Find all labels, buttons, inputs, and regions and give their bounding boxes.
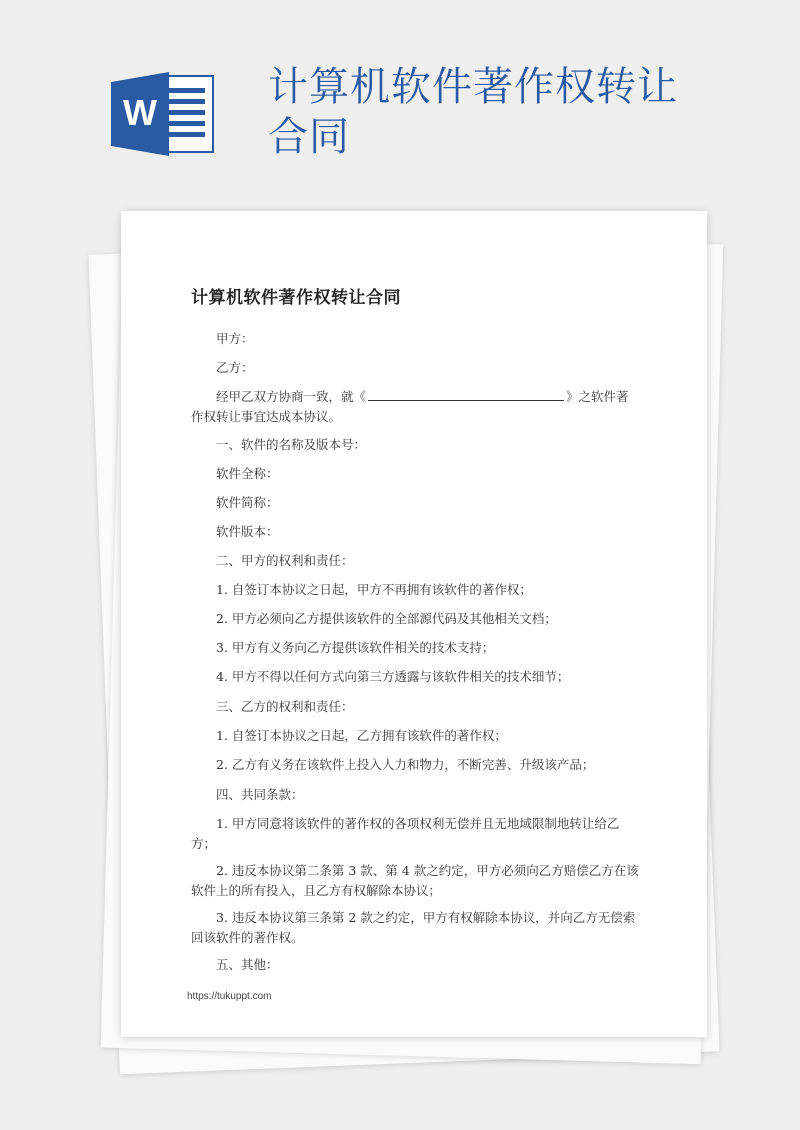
party-b-label: 乙方：: [216, 360, 254, 375]
page-header: [0, 0, 800, 200]
list-item: 2. 违反本协议第二条第 3 款、第 4 款之约定，甲方必须向乙方赔偿乙方在该软件上的所有投入，且乙方有权解除本协议；: [191, 863, 639, 898]
section-heading: 四、共同条款：: [216, 787, 304, 802]
page-title: 计算机软件著作权转让合同: [268, 64, 678, 160]
list-item: 1. 自签订本协议之日起，甲方不再拥有该软件的著作权；: [216, 582, 532, 597]
document-page: [121, 211, 707, 1037]
intro-text-end: 》之软件著作权转让事宜达成本协议。: [191, 389, 629, 424]
software-name-blank: [368, 388, 564, 401]
field-label: 软件版本：: [216, 524, 279, 539]
section-heading: 五、其他：: [216, 957, 279, 972]
footer-url[interactable]: https://tukuppt.com: [187, 991, 272, 1002]
list-item: 1. 甲方同意将该软件的著作权的各项权利无偿并且无地域限制地转让给乙方；: [191, 816, 620, 851]
section-heading: 二、甲方的权利和责任：: [216, 553, 354, 568]
document-title: 计算机软件著作权转让合同: [191, 288, 401, 308]
svg-text:W: W: [123, 92, 157, 133]
word-icon: [111, 72, 215, 156]
section-heading: 三、乙方的权利和责任：: [216, 699, 354, 714]
section-heading: 一、软件的名称及版本号：: [216, 437, 367, 452]
list-item: 3. 甲方有义务向乙方提供该软件相关的技术支持；: [216, 640, 495, 655]
field-label: 软件简称：: [216, 495, 279, 510]
field-label: 软件全称：: [216, 466, 279, 481]
list-item: 1. 自签订本协议之日起，乙方拥有该软件的著作权；: [216, 728, 507, 743]
intro-text: 经甲乙双方协商一致，就《: [216, 389, 367, 404]
list-item: 2. 乙方有义务在该软件上投入人力和物力，不断完善、升级该产品；: [216, 757, 595, 772]
list-item: 4. 甲方不得以任何方式向第三方透露与该软件相关的技术细节；: [216, 669, 570, 684]
list-item: 2. 甲方必须向乙方提供该软件的全部源代码及其他相关文档；: [216, 611, 557, 626]
party-a-label: 甲方：: [216, 331, 254, 346]
list-item: 3. 违反本协议第三条第 2 款之约定，甲方有权解除本协议，并向乙方无偿索回该软件的著作权。: [191, 910, 636, 945]
intro-paragraph: [191, 387, 641, 427]
